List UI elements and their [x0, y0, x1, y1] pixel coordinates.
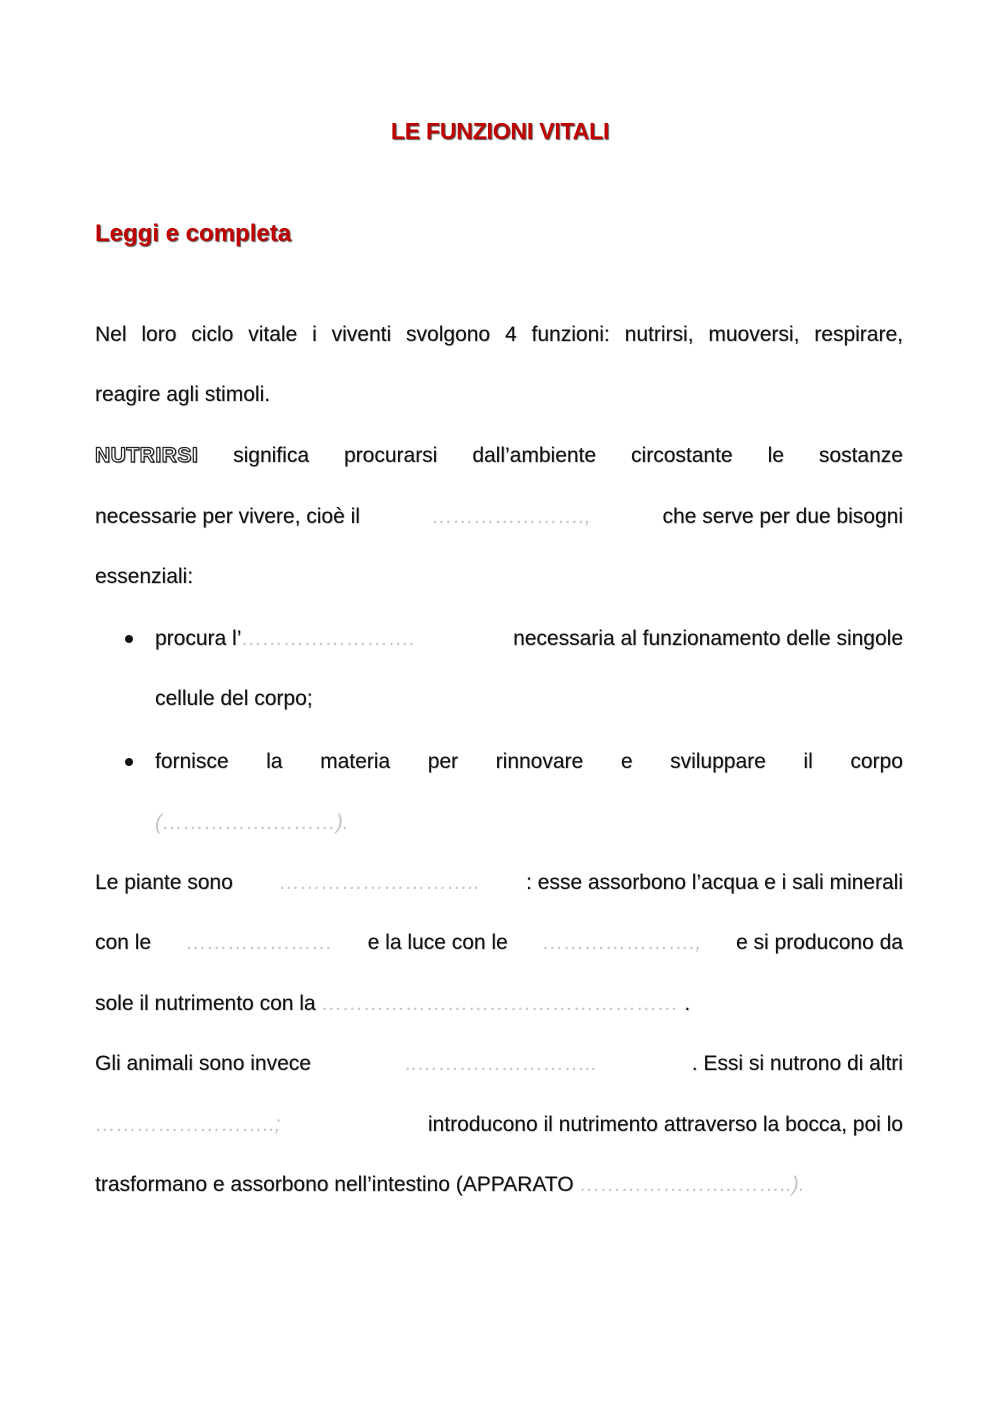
word: viventi — [331, 323, 392, 346]
blank-field-apparato[interactable]: …………………..……..). — [579, 1173, 805, 1196]
word: la — [266, 750, 283, 773]
word: dall’ambiente — [472, 444, 597, 467]
keyword-nutrirsi: NUTRIRSI — [95, 444, 199, 467]
text-segment: e la luce con le — [367, 931, 508, 954]
word: procurarsi — [343, 444, 438, 467]
blank-field-autotrofe[interactable]: ……………………….. — [279, 871, 480, 894]
word: circostante — [631, 444, 733, 467]
page-title: LE FUNZIONI VITALI — [390, 118, 610, 144]
text-segment: introducono il nutrimento attraverso la bocca, poi lo — [427, 1113, 903, 1136]
word: ciclo — [191, 323, 234, 346]
blank-field-radici[interactable]: ………………… — [185, 931, 333, 954]
word: fornisce — [155, 750, 229, 773]
para4-line2 — [95, 1110, 903, 1140]
text-segment: Le piante sono — [95, 871, 233, 894]
para2-line3: essenziali: — [95, 565, 194, 588]
word: sostanze — [818, 444, 903, 467]
bullet1-line2: cellule del corpo; — [155, 687, 313, 710]
word: materia — [320, 750, 391, 773]
section-heading: Leggi e completa — [95, 220, 292, 247]
word: il — [803, 750, 813, 773]
para4-line1 — [95, 1049, 903, 1079]
text-segment: . — [684, 992, 691, 1015]
blank-field-eterotrofi[interactable]: ..…………………….. — [405, 1052, 597, 1075]
para3-line2 — [95, 928, 903, 958]
text-segment: trasformano e assorbono nell’intestino (APPARATO — [95, 1173, 574, 1196]
blank-field-energia[interactable]: ……………………. — [241, 627, 416, 650]
text-segment: necessarie per vivere, cioè il — [95, 505, 360, 528]
blank-field-crescita[interactable]: (…………….………). — [155, 811, 349, 834]
text-segment: . Essi si nutrono di altri — [691, 1052, 903, 1075]
word: sviluppare — [670, 750, 766, 773]
blank-field-fotosintesi[interactable]: …………………………………………… — [321, 992, 679, 1015]
word: muoversi, — [708, 323, 800, 346]
bullet1-line1 — [155, 624, 903, 654]
word: vitale — [248, 323, 298, 346]
word: per — [427, 750, 459, 773]
word: 4 — [504, 323, 517, 346]
text-segment: sole il nutrimento con la — [95, 992, 316, 1015]
para1-line1 — [95, 320, 903, 350]
word: respirare, — [814, 323, 903, 346]
para2-line2 — [95, 502, 903, 532]
word: e — [620, 750, 633, 773]
word: corpo — [850, 750, 903, 773]
bullet-dot — [125, 635, 133, 643]
word: svolgono — [406, 323, 491, 346]
blank-field-organismi[interactable]: ……………………..; — [95, 1113, 281, 1136]
text-segment: procura l’ — [155, 627, 242, 650]
para3-line1 — [95, 868, 903, 898]
word: rinnovare — [495, 750, 584, 773]
text-segment: necessaria al funzionamento delle singole — [513, 627, 903, 650]
para1-line2: reagire agli stimoli. — [95, 383, 271, 406]
word: nutrirsi, — [624, 323, 694, 346]
text-segment: che serve per due bisogni — [662, 505, 903, 528]
bullet2-line2 — [155, 808, 903, 838]
para4-line3 — [95, 1170, 903, 1200]
word: loro — [141, 323, 177, 346]
para2-line1 — [95, 441, 903, 471]
word: funzioni: — [531, 323, 610, 346]
text-segment: con le — [95, 931, 152, 954]
bullet2-line1 — [155, 747, 903, 777]
text-segment: : esse assorbono l’acqua e i sali minerali — [525, 871, 903, 894]
text-segment: e si producono da — [736, 931, 903, 954]
word: i — [312, 323, 317, 346]
text-segment: Gli animali sono invece — [95, 1052, 311, 1075]
text-segment — [155, 624, 415, 654]
para3-line3 — [95, 989, 903, 1019]
word: Nel — [95, 323, 127, 346]
bullet-dot — [125, 758, 133, 766]
blank-field-foglie[interactable]: …………………., — [542, 931, 702, 954]
word: significa — [233, 444, 310, 467]
word: le — [767, 444, 784, 467]
blank-field-nutrimento[interactable]: …………………., — [431, 505, 591, 528]
